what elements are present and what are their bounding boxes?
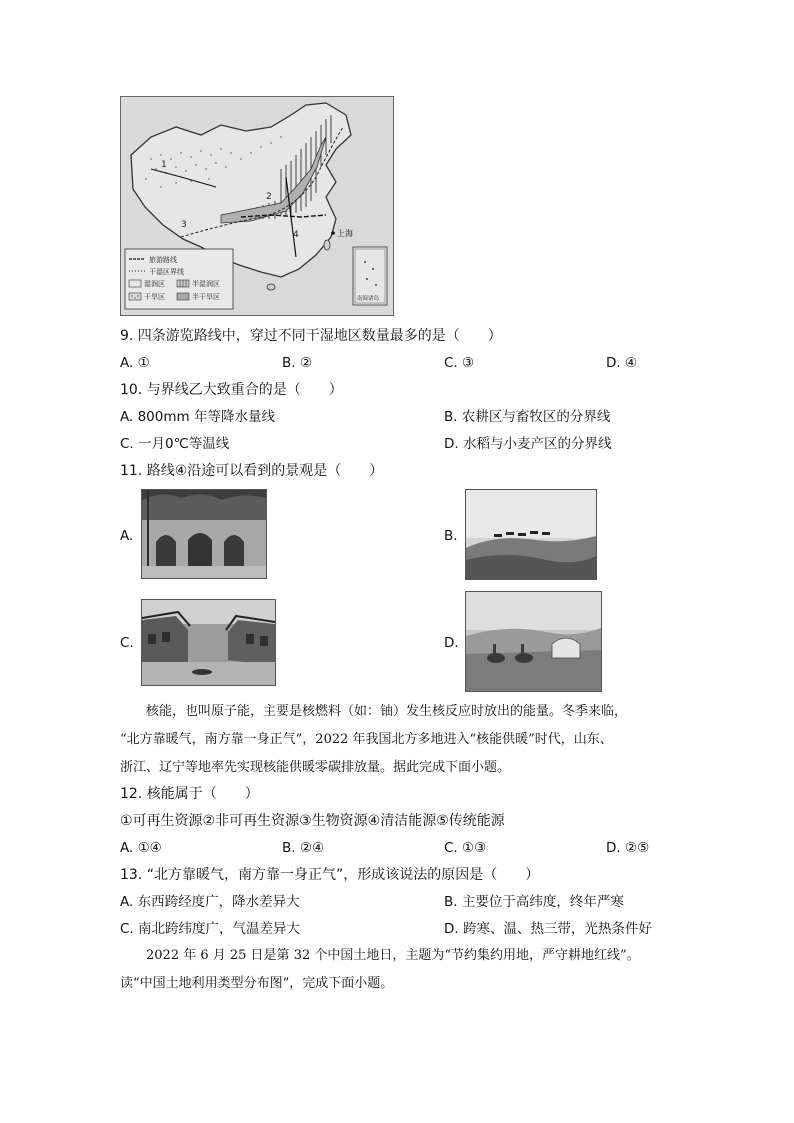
legend-humid: 湿润区 (144, 280, 165, 288)
legend-arid: 干旱区 (144, 293, 165, 301)
q10-option-c[interactable]: C. 一月0℃等温线 (120, 436, 230, 452)
q10-option-a[interactable]: A. 800mm 年等降水量线 (120, 409, 275, 425)
map-drawing (121, 97, 393, 315)
legend-semi-arid: 半干旱区 (192, 293, 220, 301)
q10-option-d[interactable]: D. 水稻与小麦产区的分界线 (444, 436, 612, 452)
q12-statement: ①可再生资源②非可再生资源③生物资源④清洁能源⑤传统能源 (120, 813, 505, 829)
passage-1-line-1: 核能，也叫原子能，主要是核燃料（如：铀）发生核反应时放出的能量。冬季来临， (146, 704, 628, 719)
q13-stem: 13. “北方靠暖气，南方靠一身正气”，形成该说法的原因是（ ） (120, 867, 540, 883)
city-label: 上海 (337, 229, 353, 238)
q12-option-a[interactable]: A. ①④ (120, 840, 162, 856)
legend-semi-humid: 半湿润区 (192, 280, 220, 288)
china-dry-wet-map (120, 96, 394, 316)
q12-option-c[interactable]: C. ①③ (444, 840, 487, 856)
passage-2-line-2: 读“中国土地利用类型分布图”，完成下面小题。 (120, 976, 394, 991)
q12-option-d[interactable]: D. ②⑤ (606, 840, 650, 856)
q9-stem: 9. 四条游览路线中，穿过不同干湿地区数量最多的是（ ） (120, 328, 502, 344)
q12-option-b[interactable]: B. ②④ (282, 840, 325, 856)
q10-stem: 10. 与界线乙大致重合的是（ ） (120, 382, 343, 398)
map-legend (125, 249, 233, 309)
q13-option-b[interactable]: B. 主要位于高纬度，终年严寒 (444, 894, 624, 910)
passage-1-line-2: “北方靠暖气，南方靠一身正气”，2022 年我国北方多地进入“核能供暖”时代，山东、 (120, 732, 613, 747)
q11-label-b[interactable]: B. (444, 528, 458, 544)
photo-water-town[interactable] (141, 599, 276, 686)
legend-boundary: 干湿区界线 (149, 268, 184, 276)
route-number-4: 4 (293, 230, 299, 240)
q9-option-b[interactable]: B. ② (282, 355, 312, 371)
route-number-1: 1 (161, 160, 167, 170)
q13-option-a[interactable]: A. 东西跨经度广，降水差异大 (120, 894, 300, 910)
q11-label-a[interactable]: A. (120, 528, 134, 544)
legend-route: 旅游路线 (149, 256, 177, 264)
passage-2-line-1: 2022 年 6 月 25 日是第 32 个中国土地日，主题为“节约集约用地，严守耕地红线”。 (146, 948, 640, 963)
q11-label-d[interactable]: D. (444, 635, 459, 651)
south-sea-inset (353, 247, 387, 305)
photo-grassland-yurts[interactable] (465, 591, 602, 692)
inset-label: 南海诸岛 (357, 296, 380, 302)
city-marker (331, 231, 335, 235)
q11-label-c[interactable]: C. (120, 635, 134, 651)
q9-option-c[interactable]: C. ③ (444, 355, 475, 371)
q12-stem: 12. 核能属于（ ） (120, 786, 259, 802)
route-number-3: 3 (181, 220, 187, 230)
q9-option-a[interactable]: A. ① (120, 355, 150, 371)
q9-option-d[interactable]: D. ④ (606, 355, 638, 371)
passage-1-line-3: 浙江、辽宁等地率先实现核能供暖零碳排放量。据此完成下面小题。 (120, 760, 511, 775)
q13-option-d[interactable]: D. 跨寒、温、热三带，光热条件好 (444, 921, 652, 937)
q13-option-c[interactable]: C. 南北跨纬度广，气温差异大 (120, 921, 301, 937)
photo-cave-dwellings[interactable] (141, 489, 267, 579)
q11-stem: 11. 路线④沿途可以看到的景观是（ ） (120, 463, 384, 479)
q10-option-b[interactable]: B. 农耕区与畜牧区的分界线 (444, 409, 611, 425)
photo-desert-camels[interactable] (465, 489, 597, 580)
route-number-2: 2 (266, 192, 272, 202)
